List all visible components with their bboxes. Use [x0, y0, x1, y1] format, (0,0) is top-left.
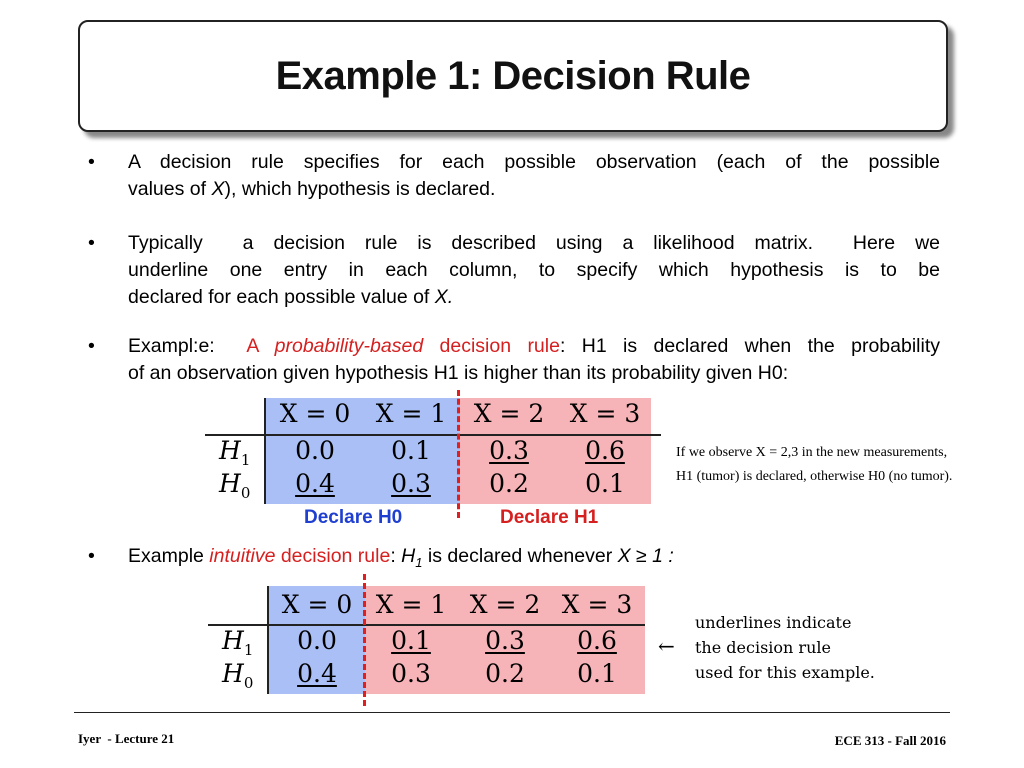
table-cell: 0.1	[577, 659, 617, 688]
label-divider	[267, 586, 269, 694]
declare-h1-label: Declare H1	[500, 507, 599, 528]
table-cell: 0.3	[489, 436, 529, 465]
label-divider	[264, 398, 266, 504]
footer-left: Iyer - Lecture 21	[78, 731, 175, 746]
table-cell: 0.1	[391, 436, 431, 465]
bullet-marker: •	[88, 335, 95, 357]
bullet-2-line-2: underline one entry in each column, to specify which hypothesis is to be	[128, 259, 940, 281]
table-cell: 0.4	[295, 469, 335, 498]
table-cell: 0.6	[577, 626, 617, 655]
col-header: X = 1	[375, 590, 447, 619]
likelihood-table-2	[208, 586, 648, 694]
table-cell: 0.1	[585, 469, 625, 498]
table1-note	[676, 441, 952, 489]
table1-note-line-1: If we observe X = 2,3 in the new measurements,	[676, 445, 948, 460]
table2-note	[695, 610, 875, 685]
bullet-marker: •	[88, 232, 95, 254]
bullet-2	[88, 230, 940, 311]
table2-note-line-3: used for this example.	[695, 663, 875, 682]
table-cell: 0.3	[485, 626, 525, 655]
slide-title: Example 1: Decision Rule	[275, 53, 751, 98]
bullet-3-line-1: Exampl:e: A probability-based decision rule: H1 is declared when the probability	[128, 335, 940, 357]
declare-h0-label: Declare H0	[304, 507, 403, 528]
col-header: X = 0	[281, 590, 353, 619]
table-cell: 0.3	[391, 659, 431, 688]
title-box	[78, 20, 948, 132]
bullet-1-line-1: A decision rule specifies for each possible observation (each of the possible	[128, 151, 940, 173]
row-label-h0: $H_0$	[222, 659, 254, 692]
bullet-4-line-1: Example intuitive decision rule: $H_1$ is declared whenever X ≥ 1 :	[128, 545, 674, 570]
bullet-1	[88, 149, 940, 203]
col-header: X = 0	[279, 399, 351, 428]
row-label-h1: $H_1$	[222, 626, 254, 659]
table-cell: 0.3	[391, 469, 431, 498]
table-cell: 0.4	[297, 659, 337, 688]
likelihood-table-1	[205, 398, 675, 504]
table2-note-line-2: the decision rule	[695, 638, 831, 657]
table-cell: 0.2	[489, 469, 529, 498]
footer-rule	[74, 712, 950, 713]
footer-right: ECE 313 - Fall 2016	[834, 733, 946, 748]
bullet-marker: •	[88, 545, 95, 567]
table-cell: 0.0	[297, 626, 337, 655]
col-header: X = 1	[375, 399, 447, 428]
bullet-2-line-3: declared for each possible value of X.	[128, 286, 454, 308]
bullet-3	[88, 333, 940, 387]
col-header: X = 2	[473, 399, 545, 428]
col-header: X = 2	[469, 590, 541, 619]
bullet-4	[88, 543, 940, 576]
bullet-2-line-1: Typically a decision rule is described using a likelihood matrix. Here we	[128, 232, 940, 254]
col-header: X = 3	[569, 399, 641, 428]
table-cell: 0.6	[585, 436, 625, 465]
bullet-1-line-2: values of X), which hypothesis is declared.	[128, 178, 496, 200]
table-cell: 0.0	[295, 436, 335, 465]
row-label-h0: $H_0$	[219, 469, 251, 502]
bullet-marker: •	[88, 151, 95, 173]
row-label-h1: $H_1$	[219, 436, 251, 469]
table-cell: 0.1	[391, 626, 431, 655]
table-cell: 0.2	[485, 659, 525, 688]
left-arrow-icon: ←	[658, 634, 675, 658]
bullet-3-line-2: of an observation given hypothesis H1 is higher than its probability given H0:	[128, 362, 789, 384]
col-header: X = 3	[561, 590, 633, 619]
table2-note-line-1: underlines indicate	[695, 613, 852, 632]
table1-note-line-2: H1 (tumor) is declared, otherwise H0 (no tumor).	[676, 469, 953, 484]
